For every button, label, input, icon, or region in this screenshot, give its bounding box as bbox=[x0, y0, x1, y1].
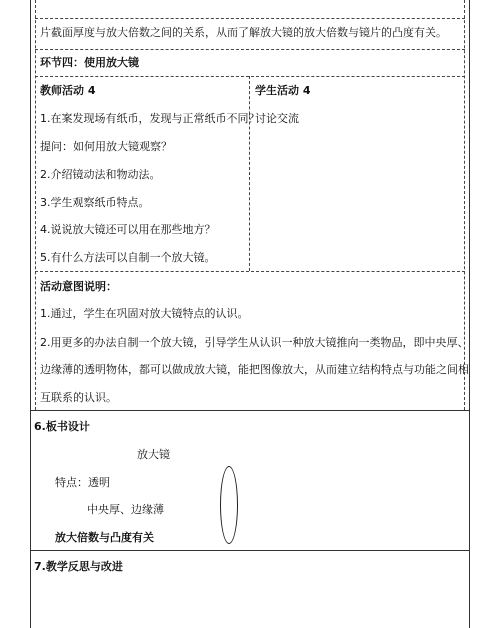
board-heading: 放大镜 bbox=[137, 448, 170, 461]
board-feature: 特点：透明 bbox=[55, 476, 110, 489]
teacher-item: 1.在案发现场有纸币，发现与正常纸币不同？ bbox=[40, 112, 260, 125]
intent-line: 2.用更多的办法自制一个放大镜，引导学生从认识一种放大镜推向一类物品，即中央厚、 bbox=[40, 336, 469, 349]
teacher-item: 3.学生观察纸币特点。 bbox=[40, 196, 150, 209]
divider bbox=[30, 410, 470, 411]
divider bbox=[35, 271, 465, 272]
board-conclusion: 放大倍数与凸度有关 bbox=[55, 531, 154, 544]
board-design-title: 6.板书设计 bbox=[34, 420, 90, 433]
intent-line: 1.通过，学生在巩固对放大镜特点的认识。 bbox=[40, 307, 249, 320]
continuation-text: 片截面厚度与放大倍数之间的关系，从而了解放大镜的放大倍数与镜片的凸度有关。 bbox=[40, 26, 447, 39]
section-title: 环节四：使用放大镜 bbox=[40, 56, 139, 69]
teacher-item: 4.说说放大镜还可以用在那些地方？ bbox=[40, 223, 216, 236]
student-item: 讨论交流 bbox=[255, 112, 299, 125]
teacher-item: 5.有什么方法可以自制一个放大镜。 bbox=[40, 251, 216, 264]
reflection-title: 7.教学反思与改进 bbox=[34, 560, 123, 573]
intent-title: 活动意图说明： bbox=[40, 280, 117, 293]
divider bbox=[35, 18, 465, 19]
divider bbox=[35, 76, 465, 77]
board-feature-2: 中央厚、边缘薄 bbox=[87, 503, 164, 516]
intent-line: 互联系的认识。 bbox=[40, 391, 117, 404]
intent-line: 边缘薄的透明物体，都可以做成放大镜，能把图像放大，从而建立结构特点与功能之间相 bbox=[40, 363, 469, 376]
divider bbox=[30, 550, 470, 551]
student-activity-header: 学生活动 4 bbox=[255, 84, 311, 97]
teacher-item: 提问：如何用放大镜观察？ bbox=[40, 140, 172, 153]
column-divider bbox=[249, 76, 250, 271]
teacher-activity-header: 教师活动 4 bbox=[40, 84, 96, 97]
teacher-item: 2.介绍镜动法和物动法。 bbox=[40, 168, 161, 181]
divider bbox=[35, 49, 465, 50]
lens-ellipse-drawing bbox=[220, 466, 238, 544]
